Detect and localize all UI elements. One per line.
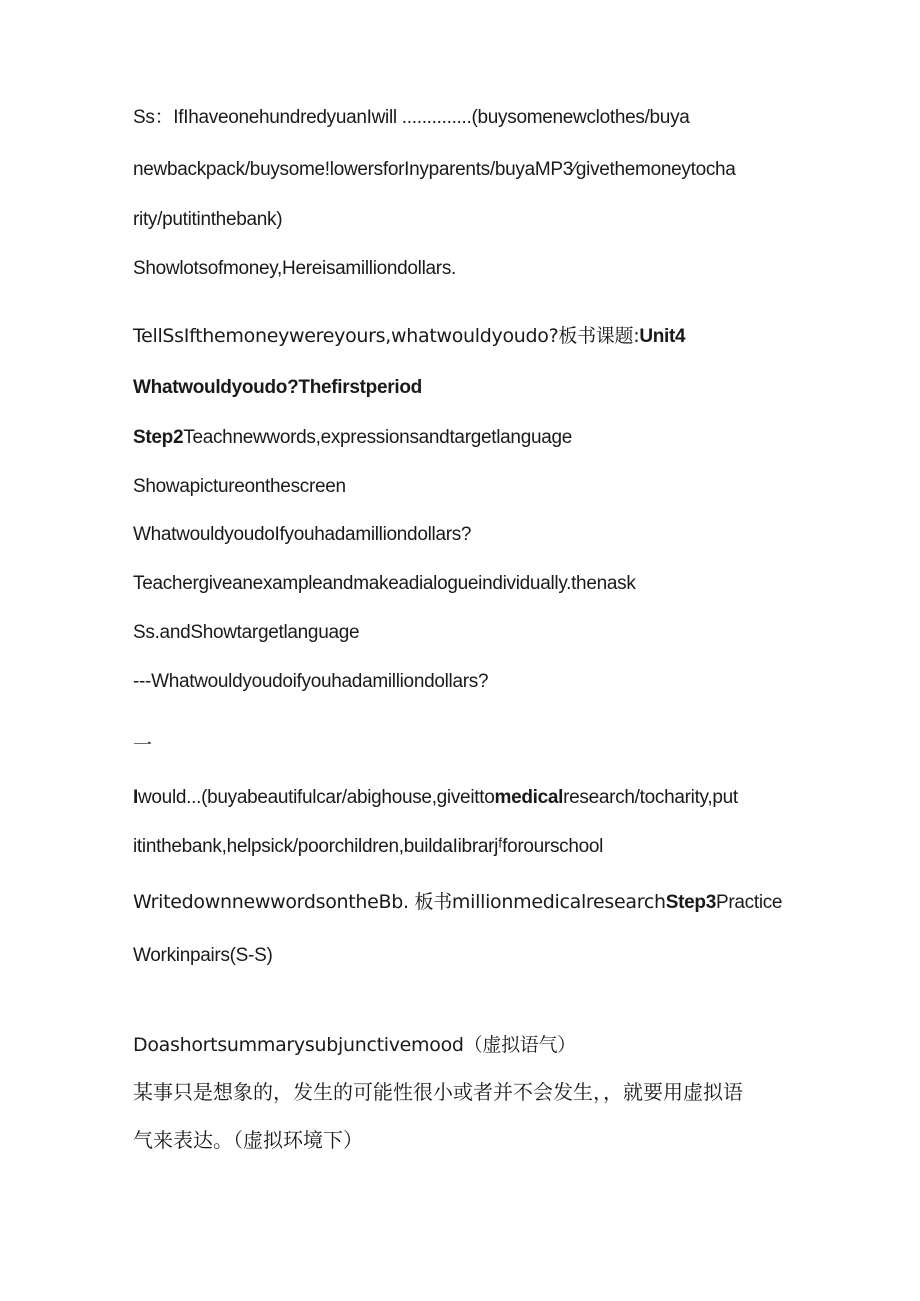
text-line-3: rity/putitinthebank) (133, 209, 283, 230)
text-line-5-main: TellSsIfthemoneywereyours,whatwouldyoudo?板书课题: (133, 325, 640, 347)
step2-heading (133, 426, 572, 450)
text-line-12: ---Whatwouldyoudoifyouhadamilliondollars? (133, 671, 489, 692)
text-line-18: Doashortsummarysubjunctivemood（虚拟语气） (133, 1034, 576, 1056)
text-line-4: Showlotsofmoney,Hereisamilliondollars. (133, 258, 457, 279)
dash-mark: 一 (133, 734, 152, 756)
text-line-20: 气来表达。（虚拟环境下） (133, 1128, 363, 1152)
step3-label: Step3 (665, 892, 716, 913)
text-line-14-i: I (133, 787, 138, 808)
unit-title-start: Unit4 (639, 326, 686, 347)
text-line-10: Teachergiveanexampleandmakeadialogueindividually.thenask (133, 573, 636, 594)
text-line-14-b: research/tocharity,put (563, 787, 738, 808)
text-line-9: WhatwouldyoudoIfyouhadamilliondollars? (133, 524, 472, 545)
step2-label: Step2 (133, 427, 184, 448)
text-line-2: newbackpack/buysome!lowersforInyparents/buyaMP3⁄givethemoneytocha (133, 159, 736, 180)
text-line-11: Ss.andShowtargetlanguage (133, 622, 360, 643)
text-line-16 (133, 890, 782, 915)
text-line-15: itinthebank,helpsick/poorchildren,buildaIibrarjᶠforourschool (133, 836, 604, 857)
text-line-5 (133, 324, 685, 349)
text-line-14 (133, 786, 738, 810)
text-line-16-main: WritedownnewwordsontheBb. 板书millionmedicalresearch (133, 891, 666, 913)
text-line-8: Showapictureonthescreen (133, 476, 346, 497)
step3-text: Practice (715, 892, 783, 913)
text-line-14-a: would...(buyabeautifulcar/abighouse,giveitto (137, 787, 495, 808)
unit-title: Whatwouldyoudo?Thefirstperiod (133, 377, 422, 398)
text-line-19: 某事只是想象的，发生的可能性很小或者并不会发生，，就要用虚拟语 (133, 1080, 743, 1104)
text-line-14-medical: medical (494, 787, 564, 808)
step2-text: Teachnewwords,expressionsandtargetlanguage (183, 427, 573, 448)
text-line-1: Ss：IfIhaveonehundredyuanIwill ..............(buysomenewclothes/buya (133, 107, 690, 128)
text-line-17: Workinpairs(S-S) (133, 945, 273, 966)
